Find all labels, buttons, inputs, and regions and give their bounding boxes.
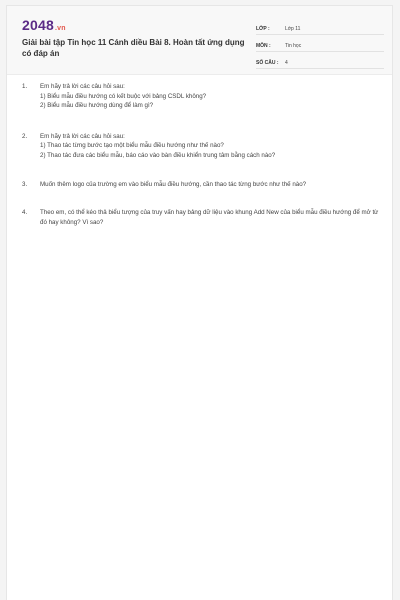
- meta-value-grade: Lớp 11: [285, 26, 301, 32]
- question-number: 4.: [22, 209, 28, 217]
- question-body: [40, 132, 310, 161]
- question-number: 2.: [22, 132, 28, 140]
- meta-label-grade: LỚP :: [256, 26, 270, 32]
- question-item: [22, 132, 384, 161]
- logo-number: 2048: [22, 17, 54, 33]
- meta-row-subject: [256, 35, 384, 52]
- question-number: 1.: [22, 83, 28, 90]
- document-header: [7, 6, 392, 75]
- question-body: [40, 82, 384, 111]
- question-body: [40, 208, 384, 227]
- question-text: Muốn thêm logo của trường em vào biểu mẫu điều hướng, cần thao tác từng bước như thế nào?: [40, 180, 307, 188]
- logo-extension: .vn: [54, 25, 66, 32]
- question-item: [22, 208, 384, 227]
- meta-value-count: 4: [285, 60, 288, 66]
- question-text: Em hãy trả lời các câu hỏi sau:: [40, 83, 125, 90]
- question-number: 3.: [22, 180, 28, 188]
- question-item: [22, 82, 384, 111]
- question-text: Em hãy trả lời các câu hỏi sau:: [40, 132, 125, 140]
- meta-value-subject: Tin học: [285, 43, 302, 49]
- meta-info: [256, 18, 384, 69]
- question-subitem: 2) Biểu mẫu điều hướng dùng để làm gì?: [40, 102, 154, 110]
- meta-label-subject: MÔN :: [256, 43, 271, 49]
- question-list: [22, 82, 384, 227]
- site-logo[interactable]: [22, 18, 66, 36]
- question-text: Theo em, có thể kéo thả biểu tượng của truy vấn hay bảng dữ liệu vào khung Add New của biểu mẫu điều hướng để mở từ đó hay không? Vì sao?: [40, 209, 379, 226]
- question-subitem: 1) Thao tác từng bước tạo một biểu mẫu điều hướng như thế nào?: [40, 142, 224, 150]
- question-body: [40, 180, 384, 190]
- document-sheet: [6, 5, 393, 600]
- question-subitem: 1) Biểu mẫu điều hướng có kết buộc với bảng CSDL không?: [40, 92, 207, 100]
- meta-label-count: SỐ CÂU :: [256, 60, 279, 66]
- meta-row-count: [256, 52, 384, 69]
- question-subitem: 2) Thao tác đưa các biểu mẫu, báo cáo vào bàn điều khiển trung tâm bằng cách nào?: [40, 151, 276, 159]
- meta-row-grade: [256, 18, 384, 35]
- question-item: [22, 180, 384, 190]
- document-title: Giải bài tập Tin học 11 Cánh diều Bài 8. Hoàn tất ứng dụng có đáp án: [22, 38, 245, 58]
